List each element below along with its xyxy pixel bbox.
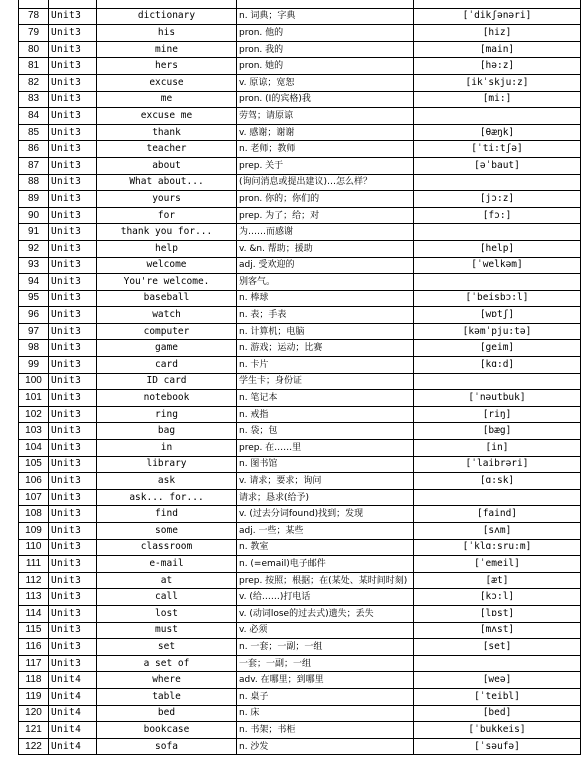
- word-cell: table: [97, 688, 237, 705]
- table-row: [19, 91, 581, 108]
- unit-cell: Unit3: [49, 489, 97, 506]
- phonetic-cell: [ˈteibl]: [414, 688, 581, 705]
- row-number-cell: 102: [19, 406, 49, 423]
- row-number-cell: 114: [19, 605, 49, 622]
- meaning-cell: 为……而感谢: [237, 224, 414, 241]
- row-number-cell: 96: [19, 307, 49, 324]
- row-number-cell: 117: [19, 655, 49, 672]
- word-cell: thank you for...: [97, 224, 237, 241]
- unit-cell: Unit3: [49, 456, 97, 473]
- table-row: [19, 290, 581, 307]
- phonetic-cell: [hiz]: [414, 25, 581, 42]
- row-number-cell: 91: [19, 224, 49, 241]
- meaning-cell: v. (动词lose的过去式)遗失；丢失: [237, 605, 414, 622]
- table-row: [19, 373, 581, 390]
- word-cell: yours: [97, 191, 237, 208]
- phonetic-cell: [geim]: [414, 340, 581, 357]
- phonetic-cell: [faind]: [414, 506, 581, 523]
- unit-cell: Unit3: [49, 240, 97, 257]
- meaning-cell: n. 笔记本: [237, 390, 414, 407]
- meaning-cell: n. 计算机；电脑: [237, 323, 414, 340]
- meaning-cell: 劳驾；请原谅: [237, 108, 414, 125]
- word-cell: in: [97, 440, 237, 457]
- row-number-cell: 119: [19, 688, 49, 705]
- table-row: [19, 456, 581, 473]
- meaning-cell: n. 沙发: [237, 738, 414, 755]
- word-cell: computer: [97, 323, 237, 340]
- word-cell: some: [97, 523, 237, 540]
- phonetic-cell: [jɔ:z]: [414, 191, 581, 208]
- unit-cell: Unit4: [49, 722, 97, 739]
- meaning-cell: n. 袋；包: [237, 423, 414, 440]
- meaning-cell: pron. 她的: [237, 58, 414, 75]
- meaning-cell: [237, 0, 414, 8]
- row-number-cell: 86: [19, 141, 49, 158]
- word-cell: welcome: [97, 257, 237, 274]
- phonetic-cell: [help]: [414, 240, 581, 257]
- row-number-cell: 107: [19, 489, 49, 506]
- meaning-cell: pron. 你的；你们的: [237, 191, 414, 208]
- phonetic-cell: [ˈti:tʃə]: [414, 141, 581, 158]
- row-number-cell: 95: [19, 290, 49, 307]
- unit-cell: Unit3: [49, 589, 97, 606]
- unit-cell: Unit3: [49, 124, 97, 141]
- row-number-cell: [19, 0, 49, 8]
- word-cell: excuse: [97, 74, 237, 91]
- meaning-cell: n. 床: [237, 705, 414, 722]
- table-row: [19, 0, 581, 8]
- unit-cell: Unit3: [49, 174, 97, 191]
- word-cell: bag: [97, 423, 237, 440]
- table-row: [19, 672, 581, 689]
- meaning-cell: n. 卡片: [237, 357, 414, 374]
- unit-cell: Unit3: [49, 506, 97, 523]
- meaning-cell: n. 老师；教师: [237, 141, 414, 158]
- phonetic-cell: [ikˈskju:z]: [414, 74, 581, 91]
- meaning-cell: adj. 一些；某些: [237, 523, 414, 540]
- unit-cell: Unit3: [49, 373, 97, 390]
- word-cell: ring: [97, 406, 237, 423]
- unit-cell: Unit3: [49, 224, 97, 241]
- vocabulary-table-body: [19, 0, 581, 755]
- word-cell: classroom: [97, 539, 237, 556]
- unit-cell: Unit3: [49, 141, 97, 158]
- meaning-cell: v. 必须: [237, 622, 414, 639]
- word-cell: e-mail: [97, 556, 237, 573]
- row-number-cell: 80: [19, 41, 49, 58]
- table-row: [19, 390, 581, 407]
- table-row: [19, 688, 581, 705]
- phonetic-cell: [hə:z]: [414, 58, 581, 75]
- phonetic-cell: [414, 224, 581, 241]
- row-number-cell: 98: [19, 340, 49, 357]
- table-row: [19, 41, 581, 58]
- phonetic-cell: [bæg]: [414, 423, 581, 440]
- unit-cell: Unit3: [49, 274, 97, 291]
- row-number-cell: 108: [19, 506, 49, 523]
- table-row: [19, 240, 581, 257]
- meaning-cell: v. (过去分词found)找到；发现: [237, 506, 414, 523]
- row-number-cell: 84: [19, 108, 49, 125]
- unit-cell: Unit3: [49, 290, 97, 307]
- row-number-cell: 120: [19, 705, 49, 722]
- word-cell: game: [97, 340, 237, 357]
- word-cell: mine: [97, 41, 237, 58]
- table-row: [19, 572, 581, 589]
- unit-cell: Unit3: [49, 41, 97, 58]
- phonetic-cell: [414, 174, 581, 191]
- table-row: [19, 74, 581, 91]
- phonetic-cell: [riŋ]: [414, 406, 581, 423]
- table-row: [19, 8, 581, 25]
- unit-cell: Unit3: [49, 622, 97, 639]
- row-number-cell: 112: [19, 572, 49, 589]
- meaning-cell: v. 感谢；谢谢: [237, 124, 414, 141]
- row-number-cell: 79: [19, 25, 49, 42]
- row-number-cell: 85: [19, 124, 49, 141]
- table-row: [19, 738, 581, 755]
- row-number-cell: 97: [19, 323, 49, 340]
- word-cell: ID card: [97, 373, 237, 390]
- word-cell: lost: [97, 605, 237, 622]
- row-number-cell: 81: [19, 58, 49, 75]
- meaning-cell: n. 棒球: [237, 290, 414, 307]
- phonetic-cell: [mʌst]: [414, 622, 581, 639]
- table-row: [19, 655, 581, 672]
- phonetic-cell: [set]: [414, 639, 581, 656]
- unit-cell: [49, 0, 97, 8]
- table-row: [19, 523, 581, 540]
- word-cell: must: [97, 622, 237, 639]
- meaning-cell: pron. (I的宾格)我: [237, 91, 414, 108]
- table-row: [19, 257, 581, 274]
- table-row: [19, 307, 581, 324]
- unit-cell: Unit3: [49, 605, 97, 622]
- meaning-cell: v. (给……)打电话: [237, 589, 414, 606]
- unit-cell: Unit3: [49, 523, 97, 540]
- unit-cell: Unit3: [49, 207, 97, 224]
- phonetic-cell: [kɑ:d]: [414, 357, 581, 374]
- meaning-cell: v. 原谅；宽恕: [237, 74, 414, 91]
- word-cell: set: [97, 639, 237, 656]
- unit-cell: Unit3: [49, 108, 97, 125]
- phonetic-cell: [ˈemeil]: [414, 556, 581, 573]
- table-row: [19, 440, 581, 457]
- meaning-cell: v. &n. 帮助；援助: [237, 240, 414, 257]
- phonetic-cell: [414, 0, 581, 8]
- unit-cell: Unit3: [49, 191, 97, 208]
- unit-cell: Unit3: [49, 473, 97, 490]
- table-row: [19, 174, 581, 191]
- phonetic-cell: [414, 274, 581, 291]
- word-cell: excuse me: [97, 108, 237, 125]
- table-row: [19, 423, 581, 440]
- phonetic-cell: [ˈdikʃənəri]: [414, 8, 581, 25]
- phonetic-cell: [414, 373, 581, 390]
- meaning-cell: pron. 我的: [237, 41, 414, 58]
- table-row: [19, 556, 581, 573]
- table-row: [19, 207, 581, 224]
- meaning-cell: prep. 在……里: [237, 440, 414, 457]
- word-cell: where: [97, 672, 237, 689]
- row-number-cell: 110: [19, 539, 49, 556]
- row-number-cell: 94: [19, 274, 49, 291]
- table-row: [19, 406, 581, 423]
- table-row: [19, 323, 581, 340]
- table-row: [19, 639, 581, 656]
- phonetic-cell: [kɔ:l]: [414, 589, 581, 606]
- phonetic-cell: [weə]: [414, 672, 581, 689]
- word-cell: sofa: [97, 738, 237, 755]
- row-number-cell: 93: [19, 257, 49, 274]
- word-cell: at: [97, 572, 237, 589]
- row-number-cell: 121: [19, 722, 49, 739]
- table-row: [19, 489, 581, 506]
- word-cell: ask: [97, 473, 237, 490]
- unit-cell: Unit4: [49, 672, 97, 689]
- word-cell: You're welcome.: [97, 274, 237, 291]
- table-row: [19, 141, 581, 158]
- row-number-cell: 89: [19, 191, 49, 208]
- meaning-cell: n. (=email)电子邮件: [237, 556, 414, 573]
- word-cell: his: [97, 25, 237, 42]
- phonetic-cell: [fɔ:]: [414, 207, 581, 224]
- word-cell: What about...: [97, 174, 237, 191]
- table-row: [19, 191, 581, 208]
- word-cell: hers: [97, 58, 237, 75]
- unit-cell: Unit3: [49, 323, 97, 340]
- phonetic-cell: [mi:]: [414, 91, 581, 108]
- meaning-cell: adj. 受欢迎的: [237, 257, 414, 274]
- word-cell: card: [97, 357, 237, 374]
- word-cell: call: [97, 589, 237, 606]
- phonetic-cell: [bed]: [414, 705, 581, 722]
- meaning-cell: 一套；一副；一组: [237, 655, 414, 672]
- meaning-cell: n. 书架；书柜: [237, 722, 414, 739]
- phonetic-cell: [414, 489, 581, 506]
- row-number-cell: 100: [19, 373, 49, 390]
- meaning-cell: n. 一套；一副；一组: [237, 639, 414, 656]
- table-row: [19, 506, 581, 523]
- unit-cell: Unit3: [49, 423, 97, 440]
- row-number-cell: 115: [19, 622, 49, 639]
- word-cell: bed: [97, 705, 237, 722]
- phonetic-cell: [ˈbeisbɔ:l]: [414, 290, 581, 307]
- word-cell: about: [97, 157, 237, 174]
- unit-cell: Unit4: [49, 688, 97, 705]
- word-cell: library: [97, 456, 237, 473]
- word-cell: watch: [97, 307, 237, 324]
- meaning-cell: n. 教室: [237, 539, 414, 556]
- word-cell: bookcase: [97, 722, 237, 739]
- meaning-cell: 别客气。: [237, 274, 414, 291]
- phonetic-cell: [lɒst]: [414, 605, 581, 622]
- row-number-cell: 106: [19, 473, 49, 490]
- unit-cell: Unit3: [49, 307, 97, 324]
- meaning-cell: n. 桌子: [237, 688, 414, 705]
- phonetic-cell: [in]: [414, 440, 581, 457]
- row-number-cell: 82: [19, 74, 49, 91]
- meaning-cell: n. 表；手表: [237, 307, 414, 324]
- word-cell: find: [97, 506, 237, 523]
- row-number-cell: 88: [19, 174, 49, 191]
- phonetic-cell: [ˈklɑ:sru:m]: [414, 539, 581, 556]
- meaning-cell: prep. 关于: [237, 157, 414, 174]
- row-number-cell: 83: [19, 91, 49, 108]
- unit-cell: Unit3: [49, 390, 97, 407]
- unit-cell: Unit3: [49, 556, 97, 573]
- table-row: [19, 622, 581, 639]
- unit-cell: Unit3: [49, 572, 97, 589]
- unit-cell: Unit3: [49, 91, 97, 108]
- row-number-cell: 113: [19, 589, 49, 606]
- unit-cell: Unit3: [49, 74, 97, 91]
- row-number-cell: 103: [19, 423, 49, 440]
- unit-cell: Unit3: [49, 406, 97, 423]
- unit-cell: Unit3: [49, 357, 97, 374]
- unit-cell: Unit4: [49, 705, 97, 722]
- table-row: [19, 605, 581, 622]
- phonetic-cell: [əˈbaut]: [414, 157, 581, 174]
- word-cell: thank: [97, 124, 237, 141]
- row-number-cell: 78: [19, 8, 49, 25]
- phonetic-cell: [θæŋk]: [414, 124, 581, 141]
- row-number-cell: 105: [19, 456, 49, 473]
- unit-cell: Unit3: [49, 8, 97, 25]
- meaning-cell: n. 图书馆: [237, 456, 414, 473]
- meaning-cell: 请求；恳求(给予): [237, 489, 414, 506]
- table-row: [19, 589, 581, 606]
- table-row: [19, 722, 581, 739]
- table-row: [19, 58, 581, 75]
- table-row: [19, 473, 581, 490]
- unit-cell: Unit3: [49, 25, 97, 42]
- row-number-cell: 99: [19, 357, 49, 374]
- table-row: [19, 705, 581, 722]
- word-cell: me: [97, 91, 237, 108]
- word-cell: ask... for...: [97, 489, 237, 506]
- phonetic-cell: [ˈwelkəm]: [414, 257, 581, 274]
- meaning-cell: adv. 在哪里；到哪里: [237, 672, 414, 689]
- word-cell: dictionary: [97, 8, 237, 25]
- phonetic-cell: [ˈsəufə]: [414, 738, 581, 755]
- meaning-cell: n. 戒指: [237, 406, 414, 423]
- meaning-cell: v. 请求；要求；询问: [237, 473, 414, 490]
- unit-cell: Unit3: [49, 157, 97, 174]
- row-number-cell: 122: [19, 738, 49, 755]
- table-row: [19, 539, 581, 556]
- meaning-cell: prep. 为了；给；对: [237, 207, 414, 224]
- unit-cell: Unit3: [49, 539, 97, 556]
- word-cell: notebook: [97, 390, 237, 407]
- vocabulary-table: [18, 0, 581, 755]
- word-cell: for: [97, 207, 237, 224]
- table-row: [19, 157, 581, 174]
- phonetic-cell: [ɑ:sk]: [414, 473, 581, 490]
- unit-cell: Unit3: [49, 639, 97, 656]
- table-row: [19, 357, 581, 374]
- phonetic-cell: [æt]: [414, 572, 581, 589]
- phonetic-cell: [414, 108, 581, 125]
- row-number-cell: 90: [19, 207, 49, 224]
- table-row: [19, 124, 581, 141]
- phonetic-cell: [ˈlaibrəri]: [414, 456, 581, 473]
- phonetic-cell: [main]: [414, 41, 581, 58]
- meaning-cell: n. 游戏；运动；比赛: [237, 340, 414, 357]
- table-row: [19, 108, 581, 125]
- phonetic-cell: [sʌm]: [414, 523, 581, 540]
- word-cell: help: [97, 240, 237, 257]
- word-cell: a set of: [97, 655, 237, 672]
- row-number-cell: 101: [19, 390, 49, 407]
- meaning-cell: 学生卡；身份证: [237, 373, 414, 390]
- unit-cell: Unit3: [49, 655, 97, 672]
- table-row: [19, 274, 581, 291]
- unit-cell: Unit3: [49, 257, 97, 274]
- meaning-cell: prep. 按照；根据；在(某处、某时间时刻): [237, 572, 414, 589]
- phonetic-cell: [kəmˈpju:tə]: [414, 323, 581, 340]
- unit-cell: Unit3: [49, 440, 97, 457]
- row-number-cell: 111: [19, 556, 49, 573]
- table-row: [19, 224, 581, 241]
- unit-cell: Unit3: [49, 58, 97, 75]
- word-cell: [97, 0, 237, 8]
- table-row: [19, 340, 581, 357]
- row-number-cell: 116: [19, 639, 49, 656]
- phonetic-cell: [414, 655, 581, 672]
- word-cell: teacher: [97, 141, 237, 158]
- table-row: [19, 25, 581, 42]
- phonetic-cell: [wɒtʃ]: [414, 307, 581, 324]
- phonetic-cell: [ˈbukkeis]: [414, 722, 581, 739]
- word-cell: baseball: [97, 290, 237, 307]
- unit-cell: Unit4: [49, 738, 97, 755]
- meaning-cell: (询问消息或提出建议)…怎么样？: [237, 174, 414, 191]
- meaning-cell: pron. 他的: [237, 25, 414, 42]
- meaning-cell: n. 词典；字典: [237, 8, 414, 25]
- row-number-cell: 87: [19, 157, 49, 174]
- row-number-cell: 104: [19, 440, 49, 457]
- row-number-cell: 109: [19, 523, 49, 540]
- unit-cell: Unit3: [49, 340, 97, 357]
- phonetic-cell: [ˈnəutbuk]: [414, 390, 581, 407]
- row-number-cell: 118: [19, 672, 49, 689]
- row-number-cell: 92: [19, 240, 49, 257]
